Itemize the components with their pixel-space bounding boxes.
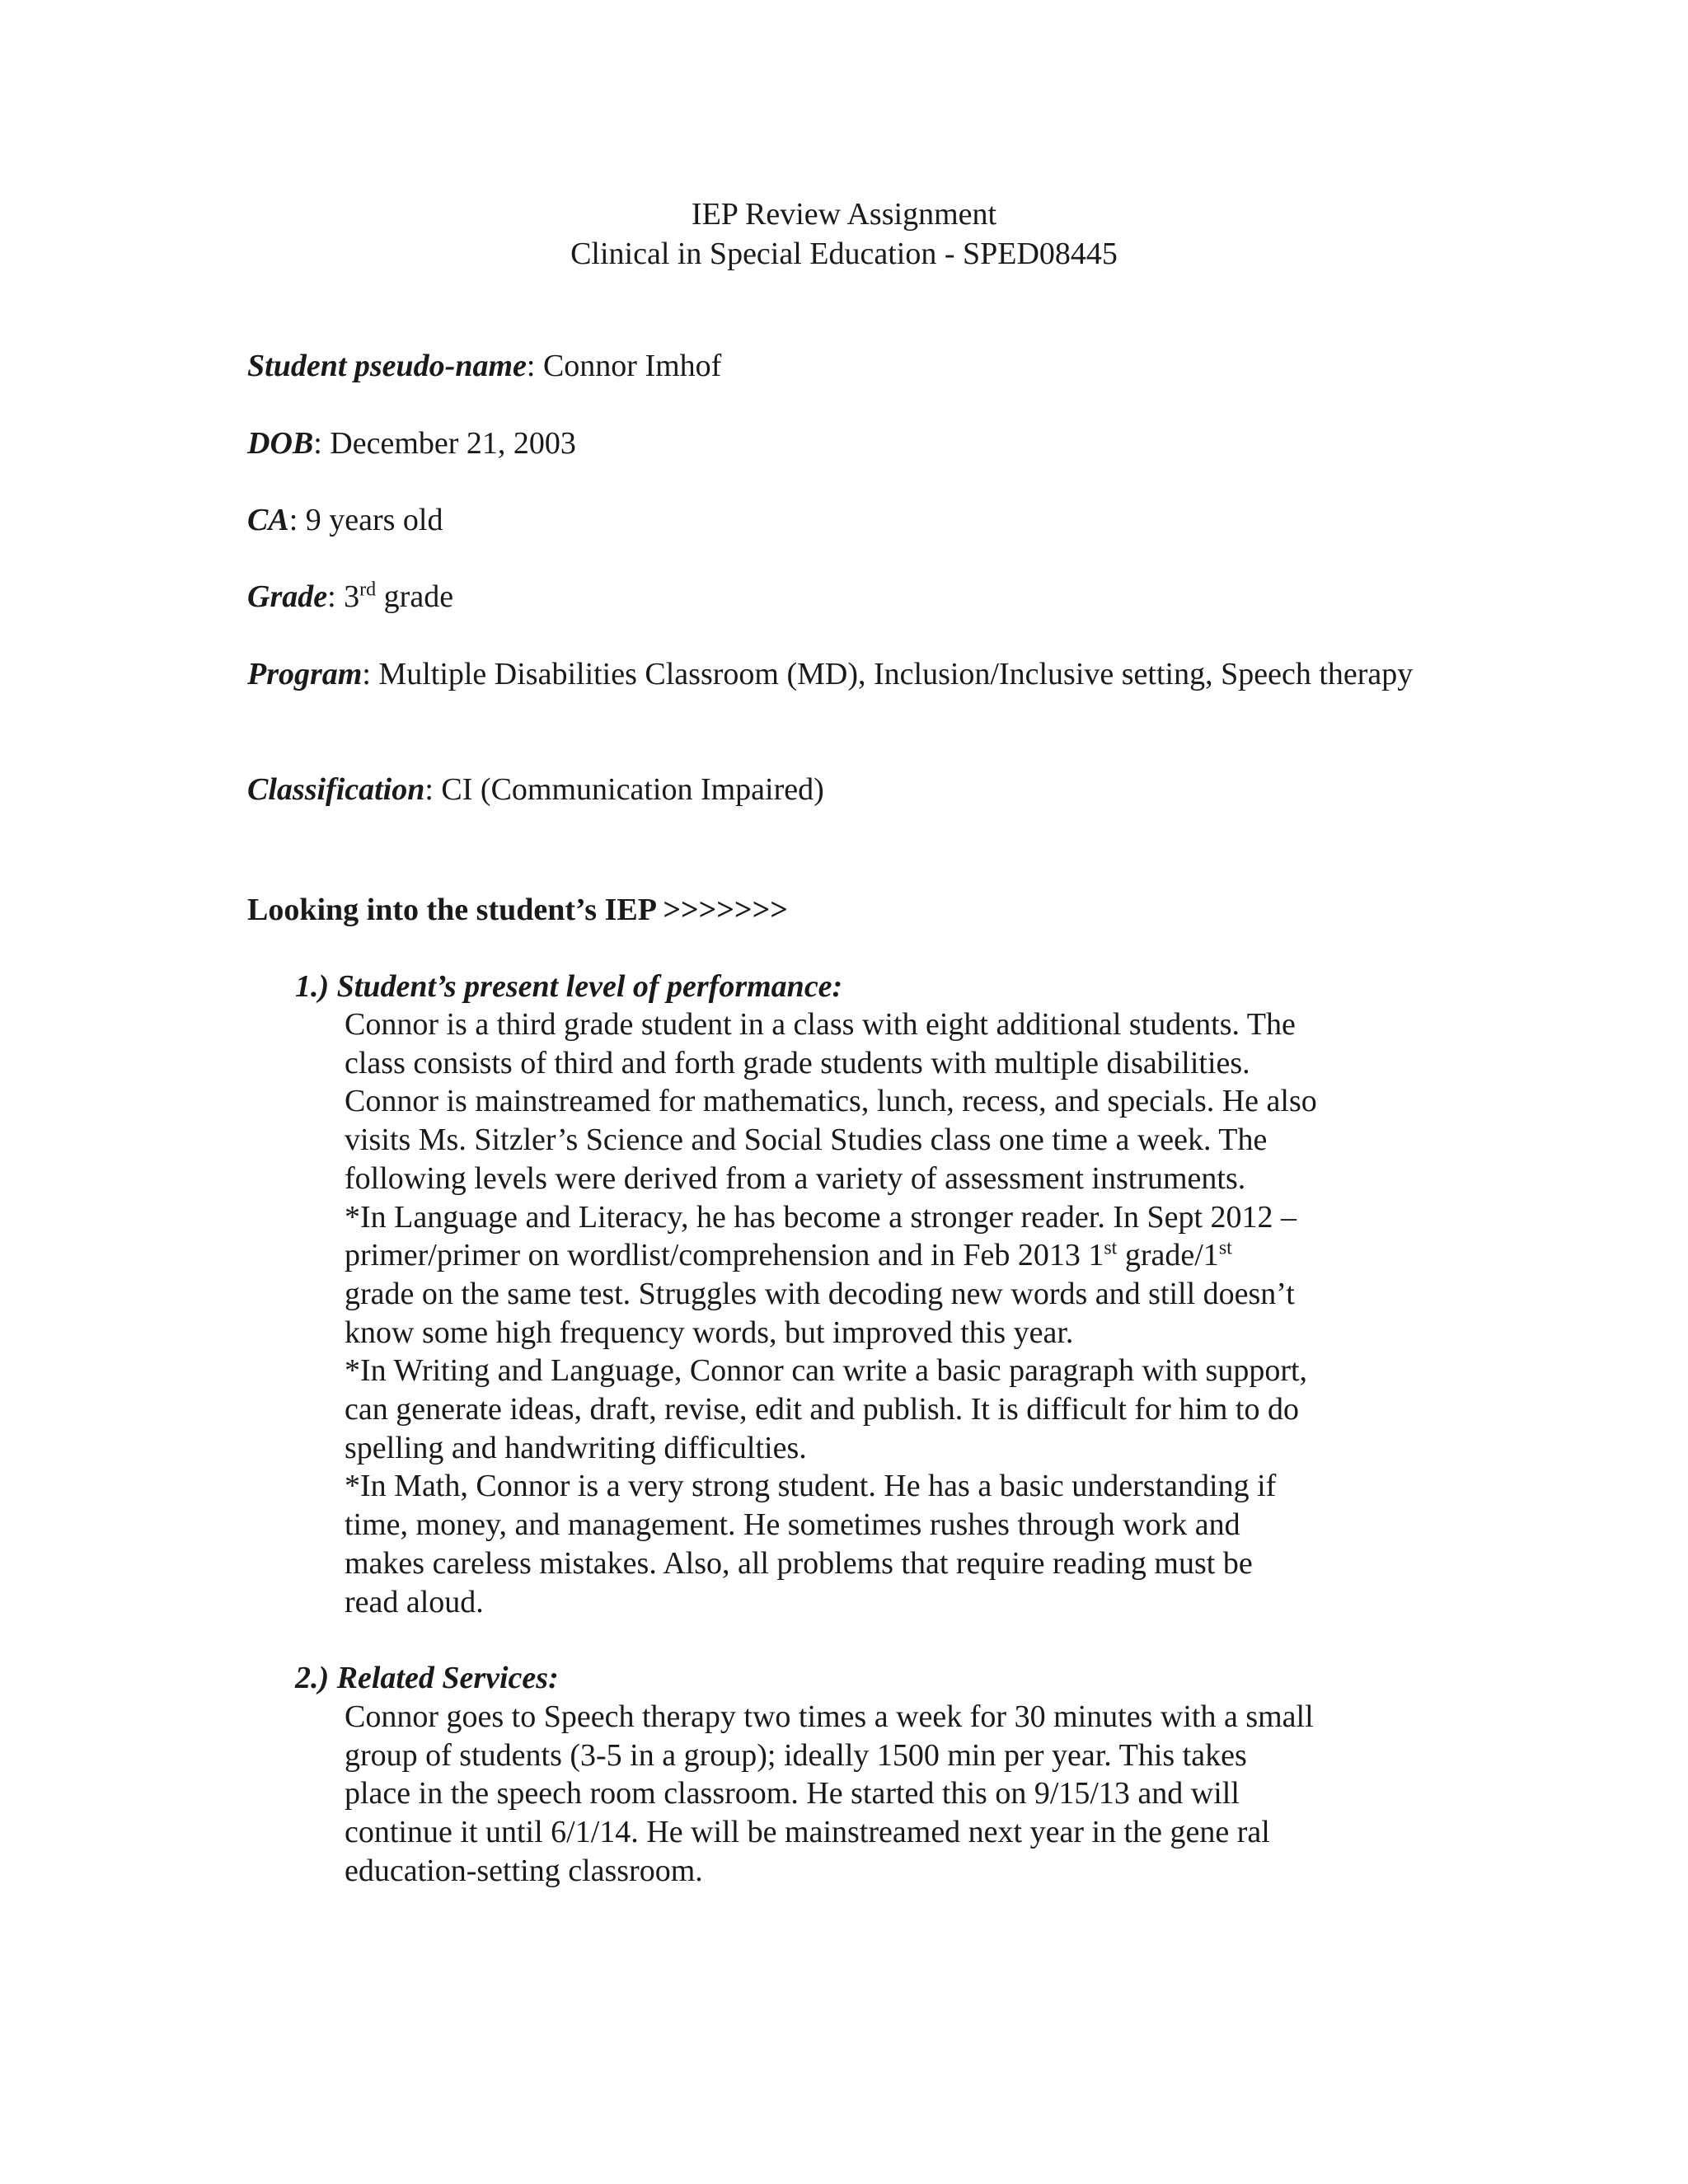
performance-line: *In Math, Connor is a very strong student. He has a basic understanding if: [345, 1469, 1277, 1504]
performance-heading: 1.) Student’s present level of performance:: [295, 969, 843, 1004]
performance-line: *In Language and Literacy, he has become a stronger reader. In Sept 2012 –: [345, 1199, 1297, 1235]
ca-label: CA: [247, 503, 289, 537]
performance-line: spelling and handwriting difficulties.: [345, 1430, 807, 1465]
performance-line: Connor is a third grade student in a class with eight additional students. The: [345, 1007, 1296, 1042]
performance-line: Connor is mainstreamed for mathematics, lunch, recess, and specials. He also: [345, 1084, 1317, 1119]
ca-field: [247, 501, 443, 540]
performance-line: can generate ideas, draft, revise, edit and publish. It is difficult for him to do: [345, 1392, 1299, 1427]
dob-field: [247, 424, 576, 463]
ordinal-superscript: st: [1218, 1237, 1232, 1259]
performance-body: [345, 1005, 1441, 1621]
dob-value: : December 21, 2003: [313, 426, 576, 461]
performance-line: know some high frequency words, but improved this year.: [345, 1315, 1074, 1350]
ordinal-superscript: st: [1104, 1237, 1118, 1259]
related-services-line: place in the speech room classroom. He started this on 9/15/13 and will: [345, 1776, 1240, 1811]
performance-line: class consists of third and forth grade students with multiple disabilities.: [345, 1045, 1250, 1080]
related-services-line: group of students (3-5 in a group); ideally 1500 min per year. This takes: [345, 1737, 1247, 1773]
student-name-value: : Connor Imhof: [526, 349, 722, 383]
grade-field: [247, 578, 453, 616]
related-services-heading: 2.) Related Services:: [295, 1661, 559, 1695]
performance-line: *In Writing and Language, Connor can write a basic paragraph with support,: [345, 1353, 1308, 1389]
document-subtitle: Clinical in Special Education - SPED08445: [570, 237, 1118, 271]
performance-line: [345, 1236, 1441, 1275]
grade-value: : 3: [327, 579, 360, 614]
program-value: : Multiple Disabilities Classroom (MD), Inclusion/Inclusive setting, Speech therapy: [362, 657, 1414, 691]
ca-value: : 9 years old: [288, 503, 443, 537]
grade-label: Grade: [247, 579, 328, 614]
related-services-body: [345, 1698, 1441, 1891]
dob-label: DOB: [247, 426, 314, 461]
performance-line: read aloud.: [345, 1584, 484, 1619]
classification-value: : CI (Communication Impaired): [424, 772, 824, 807]
grade-value-suffix: grade: [376, 579, 454, 614]
performance-line: visits Ms. Sitzler’s Science and Social Studies class one time a week. The: [345, 1122, 1268, 1158]
program-label: Program: [247, 657, 363, 691]
program-field: [247, 655, 1434, 694]
performance-line: makes careless mistakes. Also, all problems that require reading must be: [345, 1545, 1253, 1581]
iep-section-heading: Looking into the student’s IEP >>>>>>>: [247, 893, 788, 927]
grade-superscript: rd: [359, 579, 377, 601]
performance-line: following levels were derived from a variety of assessment instruments.: [345, 1160, 1246, 1196]
related-services-line: Connor goes to Speech therapy two times a week for 30 minutes with a small: [345, 1699, 1314, 1734]
classification-label: Classification: [247, 772, 425, 807]
document-title: IEP Review Assignment: [691, 197, 997, 232]
related-services-line: continue it until 6/1/14. He will be mainstreamed next year in the gene ral: [345, 1815, 1270, 1850]
student-name-label: Student pseudo-name: [247, 349, 527, 383]
performance-line: grade on the same test. Struggles with decoding new words and still doesn’t: [345, 1276, 1295, 1311]
classification-field: [247, 771, 824, 809]
student-name-field: [247, 347, 721, 386]
performance-line-part: grade/1: [1117, 1238, 1219, 1273]
performance-line-part: primer/primer on wordlist/comprehension and in Feb 2013 1: [345, 1238, 1104, 1273]
related-services-line: education-setting classroom.: [345, 1853, 703, 1888]
performance-line: time, money, and management. He sometimes rushes through work and: [345, 1507, 1240, 1543]
